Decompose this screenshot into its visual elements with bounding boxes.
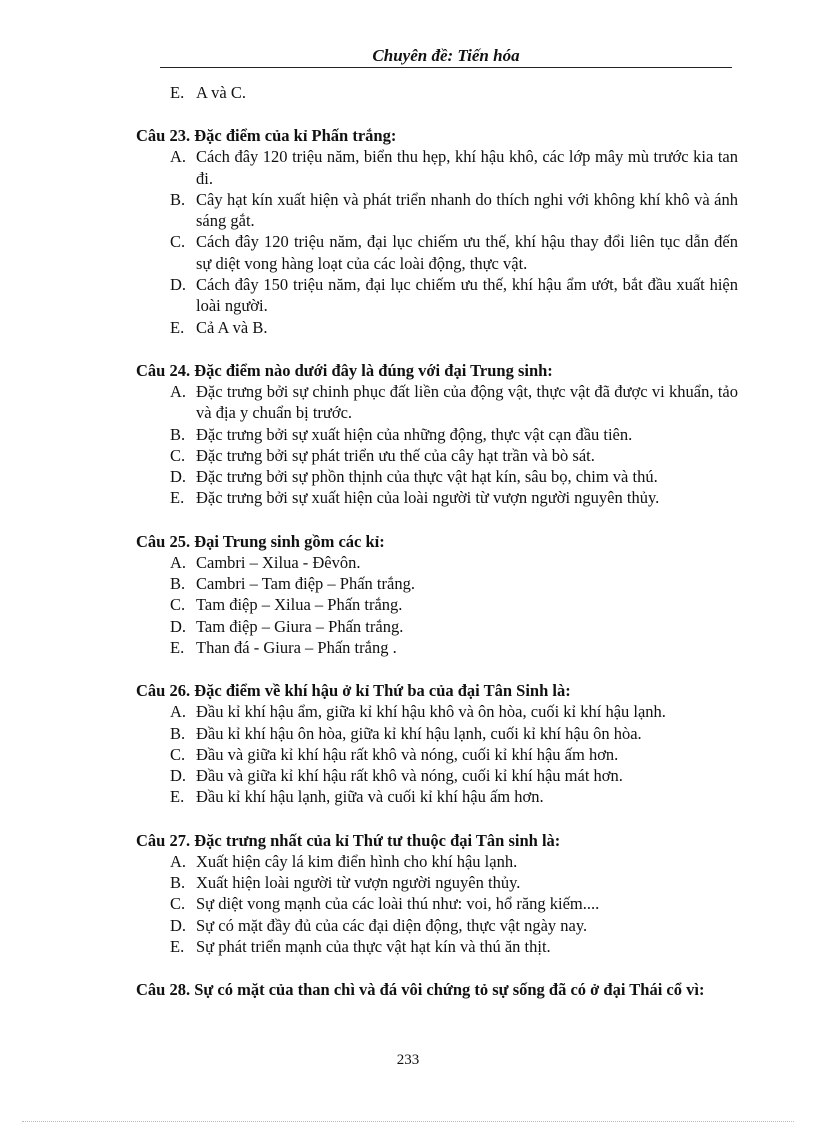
question-title: Câu 24. Đặc điểm nào dưới đây là đúng với đại Trung sinh: (136, 360, 553, 380)
question-title: Câu 26. Đặc điểm về khí hậu ở kỉ Thứ ba của đại Tân Sinh là: (136, 681, 571, 701)
answer-option (170, 381, 738, 424)
answer-option (170, 701, 738, 722)
option-text: Cambri – Xilua - Đêvôn. (196, 552, 361, 572)
header-title: Chuyên đề: Tiến hóa (372, 46, 520, 65)
question-block (0, 360, 816, 509)
answer-option (170, 424, 738, 445)
answer-option (170, 189, 738, 232)
option-text: Đầu kỉ khí hậu ôn hòa, giữa kỉ khí hậu lạnh, cuối kỉ khí hậu ôn hòa. (196, 723, 642, 743)
option-text: Đặc trưng bởi sự chinh phục đất liền của động vật, thực vật đã được vi khuẩn, tảo và địa y chuẩn bị trước. (196, 381, 738, 423)
page-bottom-rule (22, 1121, 794, 1122)
option-text: Cách đây 150 triệu năm, đại lục chiếm ưu thế, khí hậu ẩm ướt, bắt đầu xuất hiện loài người. (196, 275, 738, 316)
option-text: Xuất hiện cây lá kim điển hình cho khí hậu lạnh. (196, 851, 518, 871)
option-letter: A. (170, 381, 187, 401)
option-text: Đặc trưng bởi sự xuất hiện của những động, thực vật cạn đầu tiên. (196, 424, 633, 444)
option-letter: D. (170, 616, 187, 636)
answer-option (170, 744, 738, 765)
answer-option (170, 573, 738, 594)
question-title: Câu 27. Đặc trưng nhất của kỉ Thứ tư thuộc đại Tân sinh là: (136, 830, 561, 850)
option-letter: B. (170, 873, 186, 893)
option-text: Cách đây 120 triệu năm, đại lục chiếm ưu thế, khí hậu thay đổi liên tục dẫn đến sự diệt vong hàng loạt của các loài động, thực vật. (196, 232, 738, 273)
option-letter: C. (170, 445, 186, 465)
answer-option (170, 274, 738, 317)
option-letter: A. (170, 851, 187, 871)
option-letter: B. (170, 189, 186, 209)
option-text: Sự phát triển mạnh của thực vật hạt kín và thú ăn thịt. (196, 936, 551, 956)
option-letter: B. (170, 424, 186, 444)
option-letter: B. (170, 723, 186, 743)
option-text: Đầu kỉ khí hậu lạnh, giữa và cuối kỉ khí hậu ấm hơn. (196, 787, 544, 807)
option-text: A và C. (196, 83, 246, 102)
question-gap (0, 658, 816, 680)
option-letter: E. (170, 488, 185, 508)
answer-option (170, 616, 738, 637)
answer-option (170, 786, 738, 807)
option-letter: D. (170, 467, 187, 487)
option-text: Đầu và giữa kỉ khí hậu rất khô và nóng, cuối kỉ khí hậu mát hơn. (196, 766, 623, 786)
question-block (0, 680, 816, 807)
option-letter: E. (170, 637, 185, 657)
option-letter: C. (170, 232, 186, 252)
answer-option (170, 552, 738, 573)
option-text: Đặc trưng bởi sự xuất hiện của loài người từ vượn người nguyên thủy. (196, 488, 660, 508)
option-letter: C. (170, 744, 186, 764)
option-text: Tam điệp – Xilua – Phấn trắng. (196, 595, 403, 615)
option-letter: D. (170, 275, 187, 295)
option-letter: E. (170, 317, 185, 337)
answer-option (170, 487, 738, 508)
answer-option (170, 915, 738, 936)
question-block (0, 830, 816, 957)
option-text: Xuất hiện loài người từ vượn người nguyên thủy. (196, 873, 521, 893)
question-gap (0, 103, 816, 125)
option-letter: C. (170, 894, 186, 914)
answer-option (170, 723, 738, 744)
option-letter: A. (170, 702, 187, 722)
option-text: Đặc trưng bởi sự phát triển ưu thế của cây hạt trần và bò sát. (196, 445, 595, 465)
option-letter: A. (170, 147, 187, 167)
option-text: Đặc trưng bởi sự phồn thịnh của thực vật hạt kín, sâu bọ, chim và thú. (196, 467, 658, 487)
option-text: Cây hạt kín xuất hiện và phát triển nhanh do thích nghi với không khí khô và ánh sáng gắt. (196, 189, 738, 231)
answer-option (170, 936, 738, 957)
question-gap (0, 338, 816, 360)
option-text: Sự diệt vong mạnh của các loài thú như: voi, hổ răng kiếm.... (196, 894, 600, 914)
option-text: Đầu kỉ khí hậu ẩm, giữa kỉ khí hậu khô và ôn hòa, cuối kỉ khí hậu lạnh. (196, 702, 666, 722)
question-block (0, 531, 816, 658)
question-list (0, 103, 816, 1000)
question-block (0, 979, 816, 1000)
option-text: Than đá - Giura – Phấn trắng . (196, 637, 397, 657)
option-letter: C. (170, 595, 186, 615)
option-letter: E. (170, 83, 185, 102)
answer-option (170, 231, 738, 274)
page-header (160, 46, 732, 68)
option-text: Sự có mặt đầy đủ của các đại diện động, thực vật ngày nay. (196, 915, 588, 935)
question-title: Câu 25. Đại Trung sinh gồm các kỉ: (136, 531, 385, 551)
option-letter: E. (170, 787, 185, 807)
option-text: Cambri – Tam điệp – Phấn trắng. (196, 574, 415, 594)
answer-option (170, 765, 738, 786)
option-text: Cả A và B. (196, 317, 268, 337)
answer-option (170, 466, 738, 487)
option-text: Đầu và giữa kỉ khí hậu rất khô và nóng, cuối kỉ khí hậu ấm hơn. (196, 744, 619, 764)
answer-option (170, 146, 738, 189)
answer-option (170, 445, 738, 466)
question-gap (0, 509, 816, 531)
option-letter: A. (170, 552, 187, 572)
document-body (0, 82, 816, 1000)
option-text: Cách đây 120 triệu năm, biển thu hẹp, khí hậu khô, các lớp mây mù trước kia tan đi. (196, 147, 738, 188)
page-number: 233 (396, 1052, 420, 1068)
answer-option (170, 637, 738, 658)
answer-option (170, 872, 738, 893)
question-title: Câu 23. Đặc điểm của kỉ Phấn trắng: (136, 126, 397, 146)
option-text: Tam điệp – Giura – Phấn trắng. (196, 616, 404, 636)
answer-option (170, 851, 738, 872)
option-letter: E. (170, 936, 185, 956)
question-title: Câu 28. Sự có mặt của than chì và đá vôi chứng tỏ sự sống đã có ở đại Thái cổ vì: (136, 980, 705, 1000)
option-letter: D. (170, 766, 187, 786)
answer-option (170, 893, 738, 914)
option-letter: B. (170, 574, 186, 594)
lead-option (170, 82, 738, 103)
answer-option (170, 594, 738, 615)
question-block (0, 125, 816, 338)
option-letter: D. (170, 915, 187, 935)
question-gap (0, 808, 816, 830)
answer-option (170, 317, 738, 338)
question-gap (0, 957, 816, 979)
